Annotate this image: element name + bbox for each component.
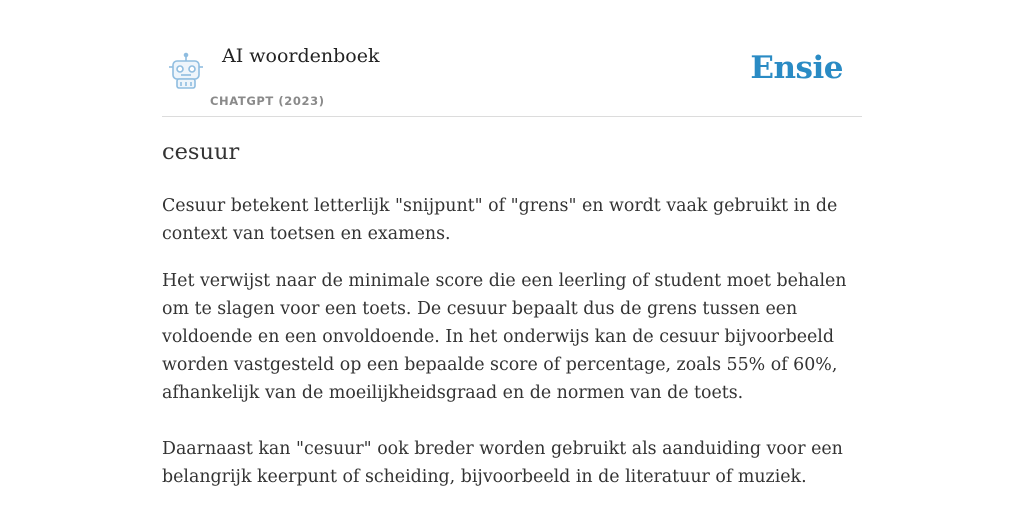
entry-paragraph-1: Cesuur betekent letterlijk "snijpunt" of "grens" en wordt vaak gebruikt in de context van toetsen en examens. bbox=[162, 196, 838, 244]
robot-icon bbox=[166, 52, 206, 92]
source-header bbox=[162, 0, 862, 117]
definition-card bbox=[162, 0, 862, 487]
entry-paragraph-2: Het verwijst naar de minimale score die een leerling of student moet behalen om te slagen voor een toets. De cesuur bepaalt dus de grens tussen een voldoende en een onvoldoende. In het onderwijs kan de cesuur bijvoorbeeld worden vastgesteld op een bepaalde score of percentage, zoals 55% of 60%, afhankelijk van de moeilijkheidsgraad en de normen van de toets. bbox=[162, 271, 847, 403]
brand-logo[interactable]: Ensie bbox=[750, 50, 843, 86]
source-title[interactable]: AI woordenboek bbox=[222, 45, 380, 67]
entry-paragraph-3: Daarnaast kan "cesuur" ook breder worden gebruikt als aanduiding voor een belangrijk keerpunt of scheiding, bijvoorbeeld in de literatuur of muziek. bbox=[162, 439, 843, 487]
source-subtitle: CHATGPT (2023) bbox=[210, 94, 325, 108]
entry-term: cesuur bbox=[162, 139, 240, 165]
